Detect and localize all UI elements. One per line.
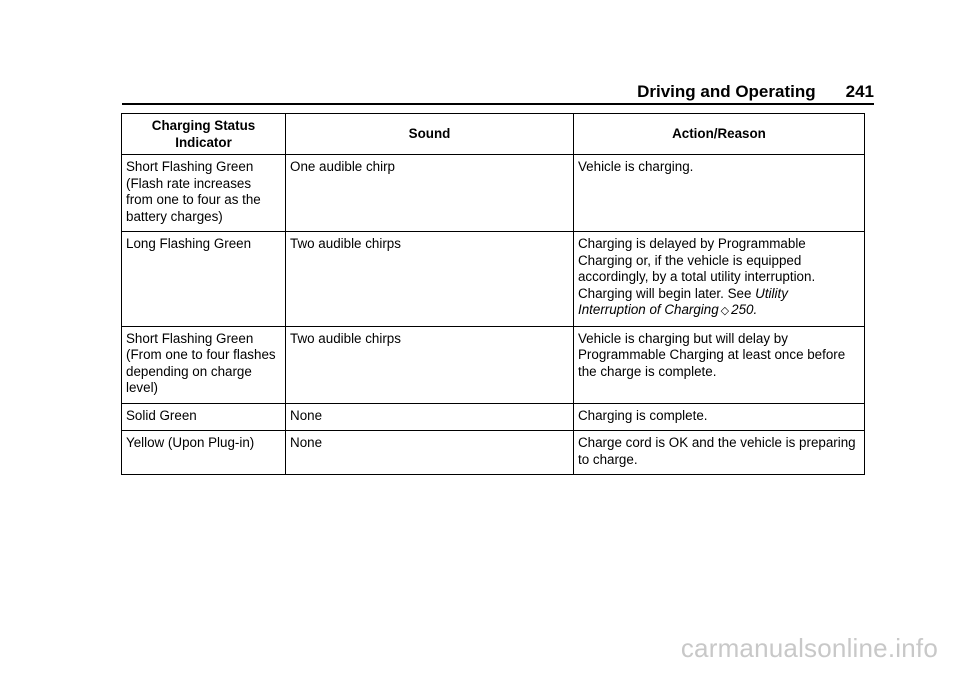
- watermark: carmanualsonline.info: [680, 633, 938, 663]
- reason-text: Charging is delayed by Programmable Charging or, if the vehicle is equipped accordingly, by a total utility interruption. Charging will begin later. See: [577, 236, 816, 301]
- cell-sound: None: [286, 403, 574, 431]
- column-header-reason: Action/Reason: [573, 114, 864, 155]
- table-header-row: [122, 114, 865, 155]
- table-row: [122, 155, 865, 232]
- cell-reason: Charge cord is OK and the vehicle is preparing to charge.: [573, 431, 864, 475]
- table-row: [122, 326, 865, 403]
- table-row: [122, 232, 865, 327]
- cross-reference-link[interactable]: Utility Interruption of Charging: [577, 285, 788, 317]
- cell-reason: Vehicle is charging but will delay by Programmable Charging at least once before the charge is complete.: [573, 326, 864, 403]
- cell-indicator: Solid Green: [122, 403, 286, 431]
- header-rule: [122, 103, 874, 105]
- charging-status-table: [121, 113, 865, 475]
- cell-reason: [573, 232, 864, 327]
- cell-reason: Vehicle is charging.: [573, 155, 864, 232]
- page-reference-icon: ◇: [720, 305, 730, 317]
- cell-reason: Charging is complete.: [573, 403, 864, 431]
- cell-sound: One audible chirp: [286, 155, 574, 232]
- table-row: [122, 403, 865, 431]
- cell-indicator: Short Flashing Green (Flash rate increases from one to four as the battery charges): [122, 155, 286, 232]
- column-header-sound: Sound: [286, 114, 574, 155]
- cell-indicator: Short Flashing Green (From one to four flashes depending on charge level): [122, 326, 286, 403]
- cell-sound: Two audible chirps: [286, 326, 574, 403]
- cell-sound: None: [286, 431, 574, 475]
- table-row: [122, 431, 865, 475]
- cell-sound: Two audible chirps: [286, 232, 574, 327]
- reference-page-number[interactable]: 250.: [731, 302, 758, 317]
- page-number: 241: [845, 82, 874, 101]
- cell-indicator: Yellow (Upon Plug-in): [122, 431, 286, 475]
- cell-indicator: Long Flashing Green: [122, 232, 286, 327]
- page-header: [122, 82, 874, 102]
- column-header-indicator: Charging Status Indicator: [122, 114, 286, 155]
- section-title: Driving and Operating: [637, 82, 816, 101]
